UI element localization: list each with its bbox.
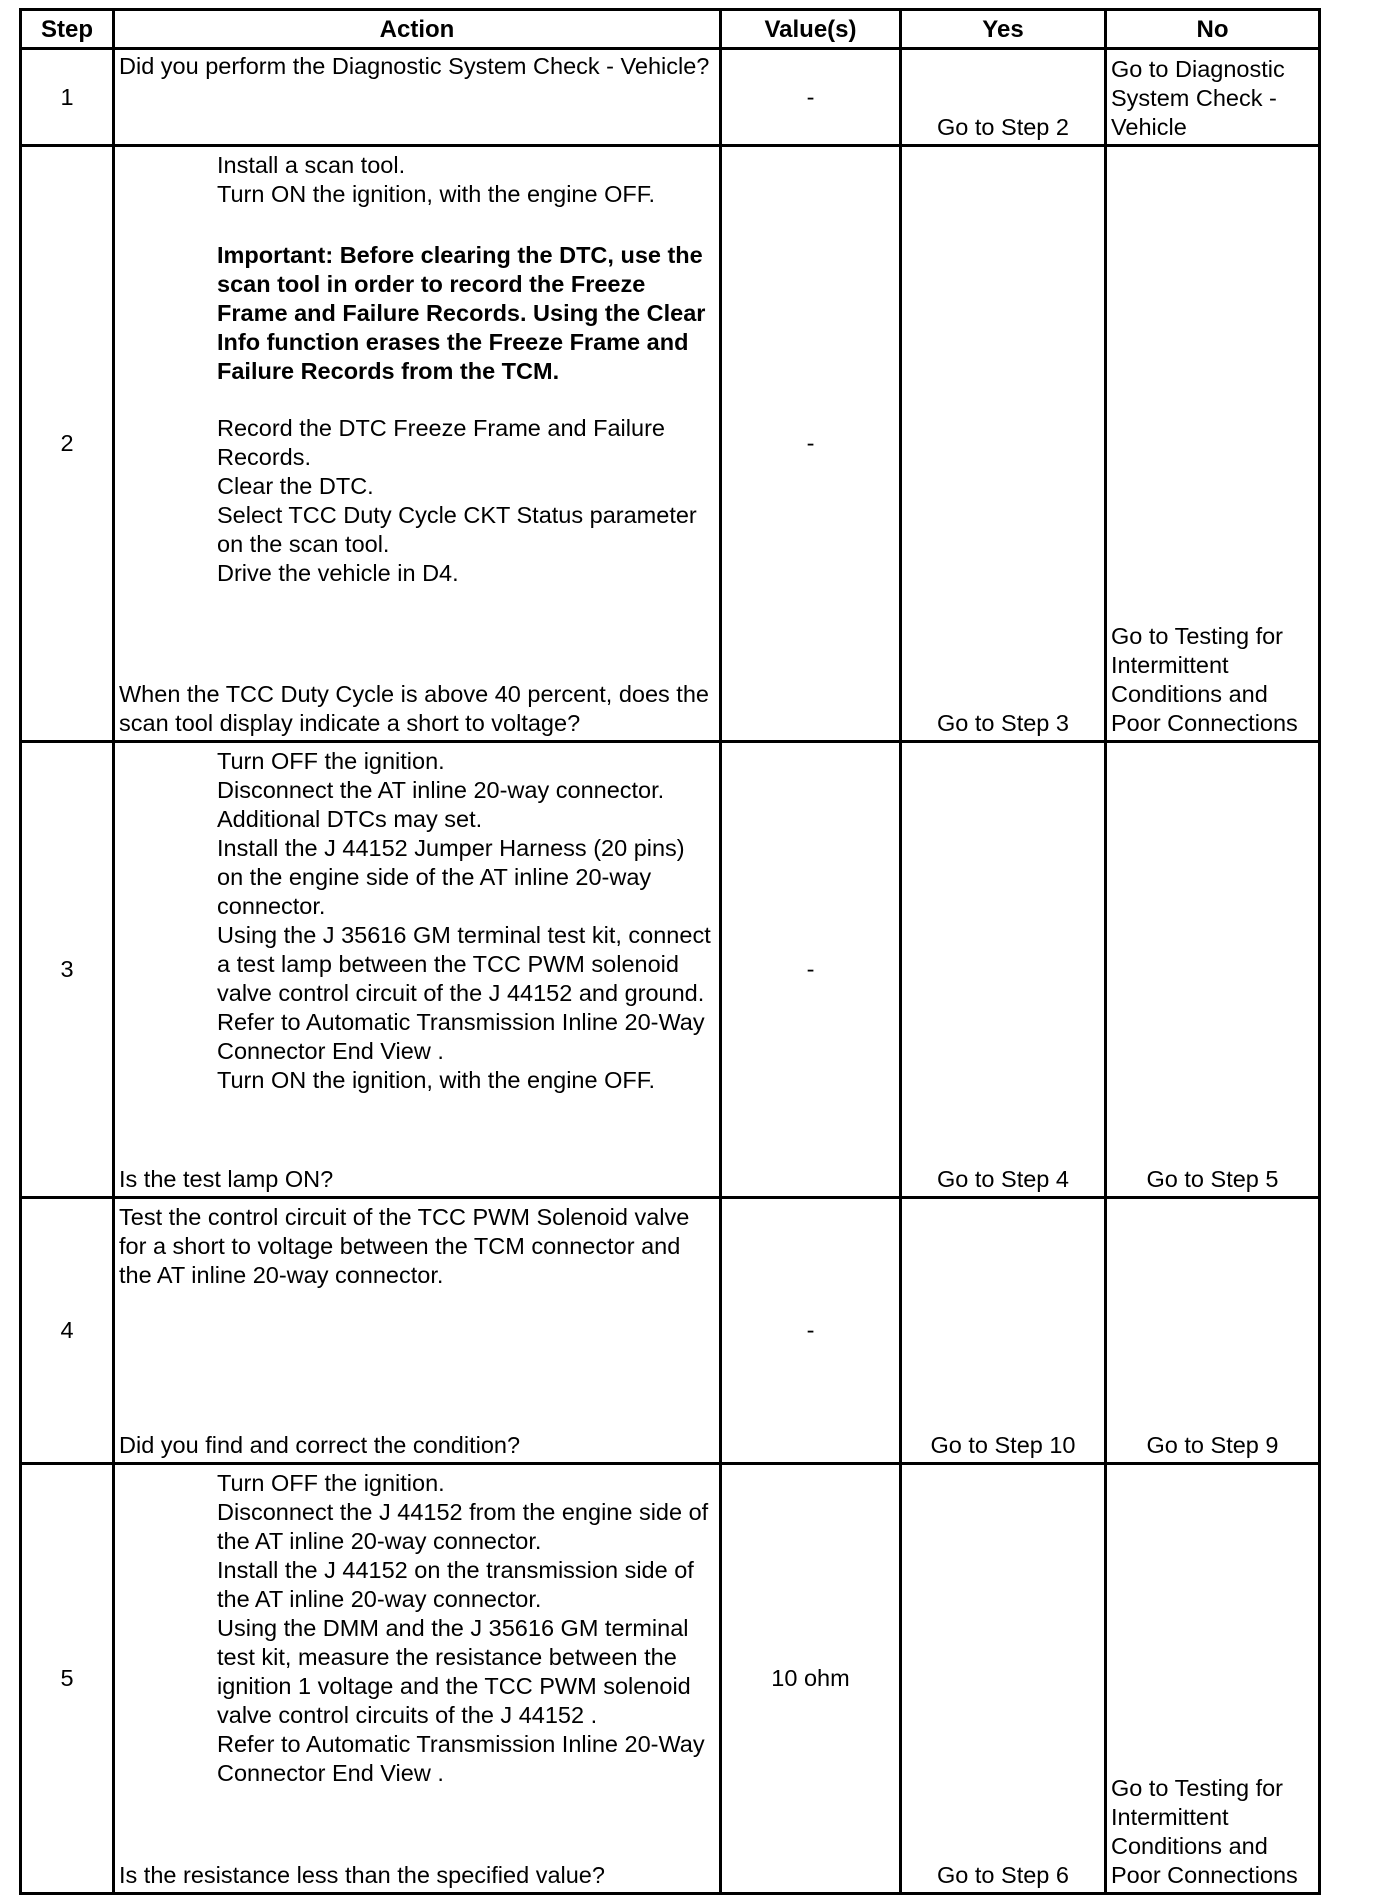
instruction-line: Install the J 44152 Jumper Harness (20 pins) on the engine side of the AT inline 20-way connector. (217, 835, 685, 919)
action-cell (114, 146, 721, 742)
instruction-line: Turn ON the ignition, with the engine OFF. (217, 1067, 656, 1093)
header-row (21, 10, 1320, 49)
action-cell (114, 1464, 721, 1894)
instruction-line: Turn ON the ignition, with the engine OFF. (217, 181, 656, 207)
question-text: Did you find and correct the condition? (119, 1432, 521, 1458)
table-row-step-4 (21, 1198, 1320, 1464)
header-yes: Yes (901, 10, 1106, 49)
instruction-line: Record the DTC Freeze Frame and Failure Records. (217, 415, 665, 470)
value-cell: - (721, 1198, 901, 1464)
instruction-line: Refer to Automatic Transmission Inline 20-Way Connector End View . (217, 1731, 705, 1786)
step-number: 2 (21, 146, 114, 742)
action-cell (114, 742, 721, 1198)
table-row-step-3 (21, 742, 1320, 1198)
important-note: Important: Before clearing the DTC, use the scan tool in order to record the Freeze Frame and Failure Records. Using the Clear Info function erases the Freeze Frame and Failure Records from the TCM. (217, 242, 706, 384)
question-text: Is the resistance less than the specified value? (119, 1862, 605, 1888)
yes-cell: Go to Step 6 (901, 1464, 1106, 1894)
instruction-line: Disconnect the J 44152 from the engine side of the AT inline 20-way connector. (217, 1499, 709, 1554)
instruction-line: Using the J 35616 GM terminal test kit, connect a test lamp between the TCC PWM solenoid valve control circuit of the J 44152 and ground. (217, 922, 711, 1006)
step-number: 5 (21, 1464, 114, 1894)
value-cell: - (721, 146, 901, 742)
table-row-step-1 (21, 49, 1320, 146)
table-row-step-2 (21, 146, 1320, 742)
instruction-line: Turn OFF the ignition. (217, 1470, 445, 1496)
question-text: When the TCC Duty Cycle is above 40 percent, does the scan tool display indicate a short to voltage? (119, 681, 709, 736)
no-cell: Go to Step 5 (1106, 742, 1320, 1198)
header-no: No (1106, 10, 1320, 49)
step-number: 3 (21, 742, 114, 1198)
header-values: Value(s) (721, 10, 901, 49)
question-text: Is the test lamp ON? (119, 1166, 334, 1192)
step-number: 1 (21, 49, 114, 146)
no-cell: Go to Step 9 (1106, 1198, 1320, 1464)
instruction-line: Install a scan tool. (217, 152, 406, 178)
action-text: Did you perform the Diagnostic System Check - Vehicle? (119, 53, 710, 79)
yes-cell: Go to Step 2 (901, 49, 1106, 146)
instruction-line: Install the J 44152 on the transmission side of the AT inline 20-way connector. (217, 1557, 694, 1612)
yes-cell: Go to Step 3 (901, 146, 1106, 742)
instruction-line: Refer to Automatic Transmission Inline 20-Way Connector End View . (217, 1009, 705, 1064)
diagnostic-table (19, 8, 1321, 1895)
action-text: Test the control circuit of the TCC PWM Solenoid valve for a short to voltage between the TCM connector and the AT inline 20-way connector. (119, 1204, 690, 1288)
value-cell: - (721, 742, 901, 1198)
yes-cell: Go to Step 4 (901, 742, 1106, 1198)
instruction-line: Disconnect the AT inline 20-way connector. Additional DTCs may set. (217, 777, 665, 832)
instruction-line: Using the DMM and the J 35616 GM terminal test kit, measure the resistance between the ignition 1 voltage and the TCC PWM solenoid valve control circuits of the J 44152 . (217, 1615, 691, 1728)
instruction-line: Clear the DTC. (217, 473, 374, 499)
no-cell: Go to Testing for Intermittent Conditions and Poor Connections (1106, 1464, 1320, 1894)
action-cell (114, 1198, 721, 1464)
value-cell: - (721, 49, 901, 146)
no-cell: Go to Testing for Intermittent Conditions and Poor Connections (1106, 146, 1320, 742)
instruction-line: Turn OFF the ignition. (217, 748, 445, 774)
header-action: Action (114, 10, 721, 49)
yes-cell: Go to Step 10 (901, 1198, 1106, 1464)
action-cell (114, 49, 721, 146)
no-cell: Go to Diagnostic System Check - Vehicle (1106, 49, 1320, 146)
instruction-line: Drive the vehicle in D4. (217, 560, 459, 586)
value-cell: 10 ohm (721, 1464, 901, 1894)
header-step: Step (21, 10, 114, 49)
step-number: 4 (21, 1198, 114, 1464)
instruction-line: Select TCC Duty Cycle CKT Status parameter on the scan tool. (217, 502, 697, 557)
table-row-step-5 (21, 1464, 1320, 1894)
